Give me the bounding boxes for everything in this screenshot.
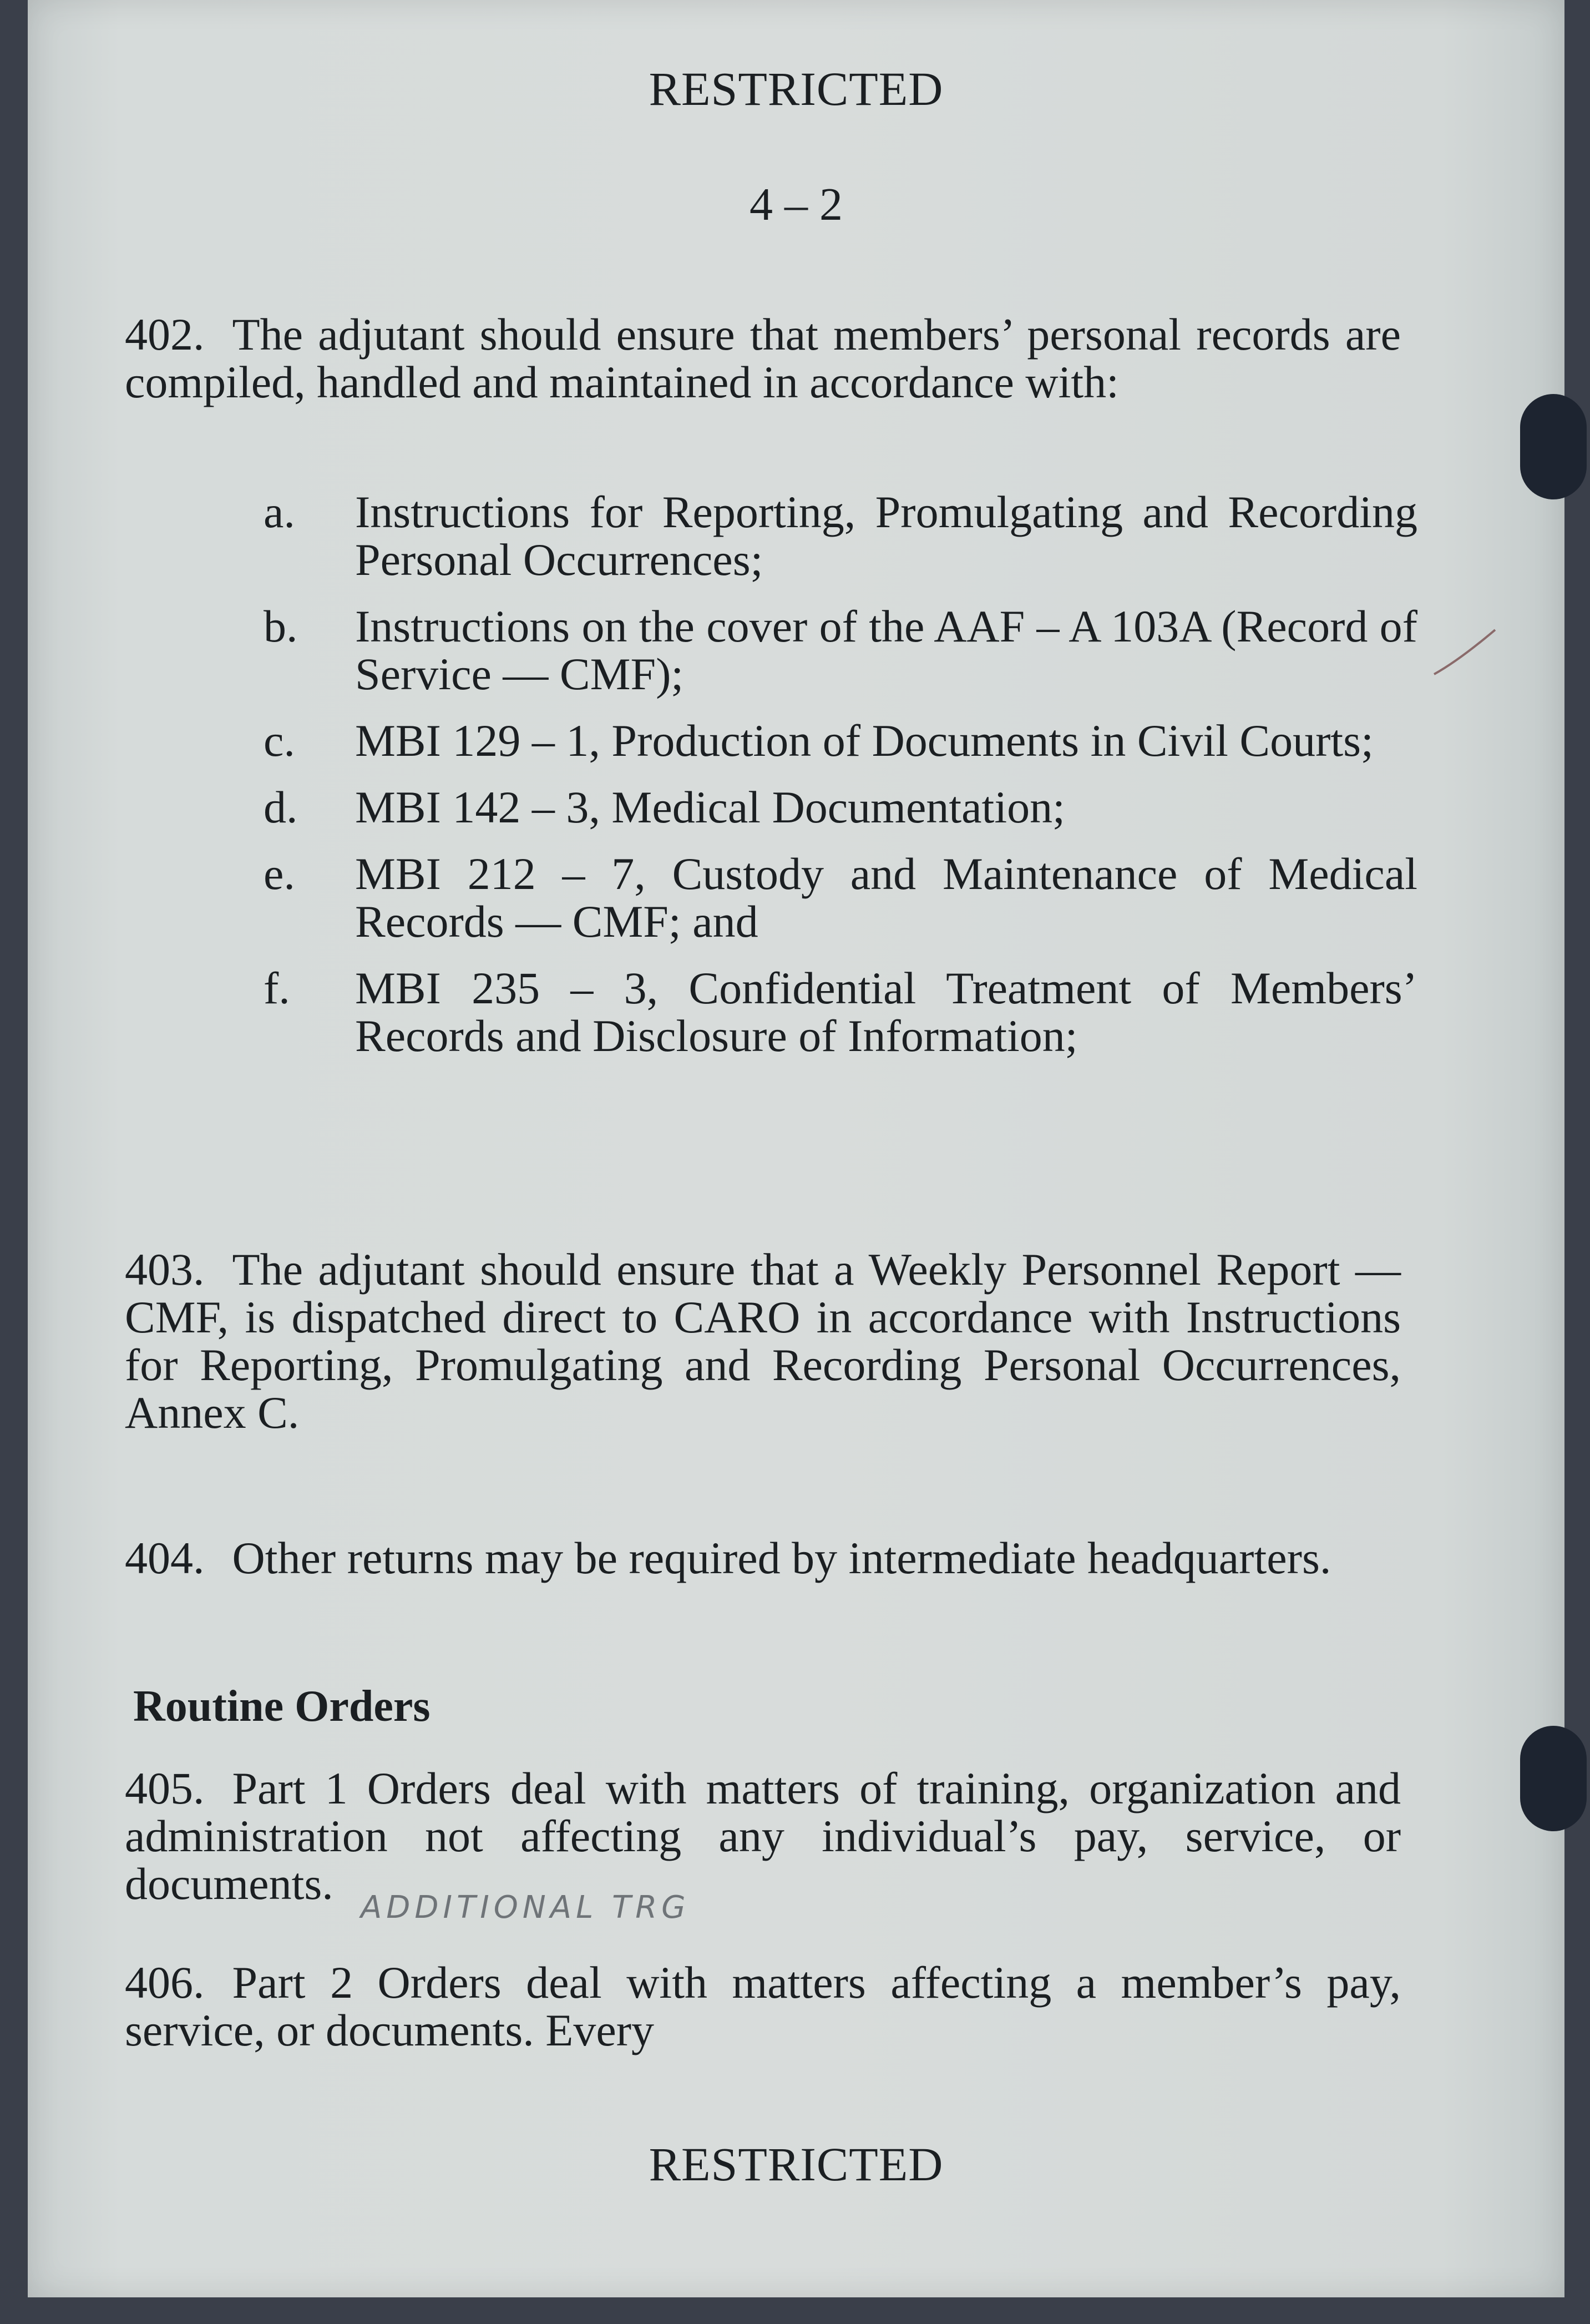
list-item [264, 488, 1417, 584]
list-text: MBI 212 – 7, Custody and Maintenance of Medical Records — CMF; and [355, 848, 1417, 947]
paragraph-text: The adjutant should ensure that members’ personal records are compiled, handled and maintained in accordance with: [125, 309, 1401, 407]
list-item [264, 603, 1417, 698]
security-marking-bottom: RESTRICTED [649, 2138, 944, 2191]
list-text: MBI 129 – 1, Production of Documents in Civil Courts; [355, 715, 1374, 766]
section-heading: Routine Orders [133, 1682, 431, 1731]
paragraph-406 [125, 1959, 1401, 2054]
list-letter: b. [264, 601, 298, 651]
list-text: Instructions for Reporting, Promulgating and Recording Personal Occurrences; [355, 487, 1417, 585]
list-text: MBI 235 – 3, Confidential Treatment of Members’ Records and Disclosure of Information; [355, 963, 1417, 1061]
reference-list [264, 488, 1417, 1079]
security-marking-top: RESTRICTED [649, 62, 944, 115]
document-page [28, 0, 1564, 2297]
list-item [264, 964, 1417, 1060]
paragraph-text: Other returns may be required by intermediate headquarters. [232, 1533, 1331, 1583]
list-letter: a. [264, 487, 295, 537]
paragraph-number: 404. [125, 1533, 205, 1583]
paragraph-number: 406. [125, 1957, 205, 2008]
binding-hole [1520, 1726, 1587, 1831]
paragraph-text: Part 1 Orders deal with matters of training, organization and administration not affecting any individual’s pay, service, or documents. [125, 1763, 1401, 1909]
list-item [264, 784, 1417, 831]
list-letter: f. [264, 963, 290, 1013]
list-item [264, 850, 1417, 946]
list-text: MBI 142 – 3, Medical Documentation; [355, 782, 1065, 832]
list-letter: c. [264, 715, 295, 766]
handwritten-annotation: ADDITIONAL TRG [361, 1889, 690, 1926]
list-item [264, 717, 1417, 765]
paragraph-text: Part 2 Orders deal with matters affecting a member’s pay, service, or documents. Every [125, 1957, 1401, 2055]
paragraph-number: 403. [125, 1244, 205, 1295]
paragraph-402 [125, 311, 1401, 406]
list-letter: e. [264, 848, 295, 899]
paragraph-403 [125, 1246, 1401, 1437]
binding-hole [1520, 394, 1587, 499]
paragraph-number: 405. [125, 1763, 205, 1813]
paragraph-number: 402. [125, 309, 205, 360]
page-number: 4 – 2 [750, 179, 843, 230]
list-text: Instructions on the cover of the AAF – A 103A (Record of Service — CMF); [355, 601, 1417, 699]
list-letter: d. [264, 782, 298, 832]
paragraph-text: The adjutant should ensure that a Weekly Personnel Report — CMF, is dispatched direct to CARO in accordance with Instructions for Reporting, Promulgating and Recording Personal Occurrences, Annex C. [125, 1244, 1401, 1438]
paragraph-405 [125, 1765, 1401, 1908]
paragraph-404 [125, 1534, 1401, 1582]
pen-mark-icon [1431, 627, 1498, 677]
